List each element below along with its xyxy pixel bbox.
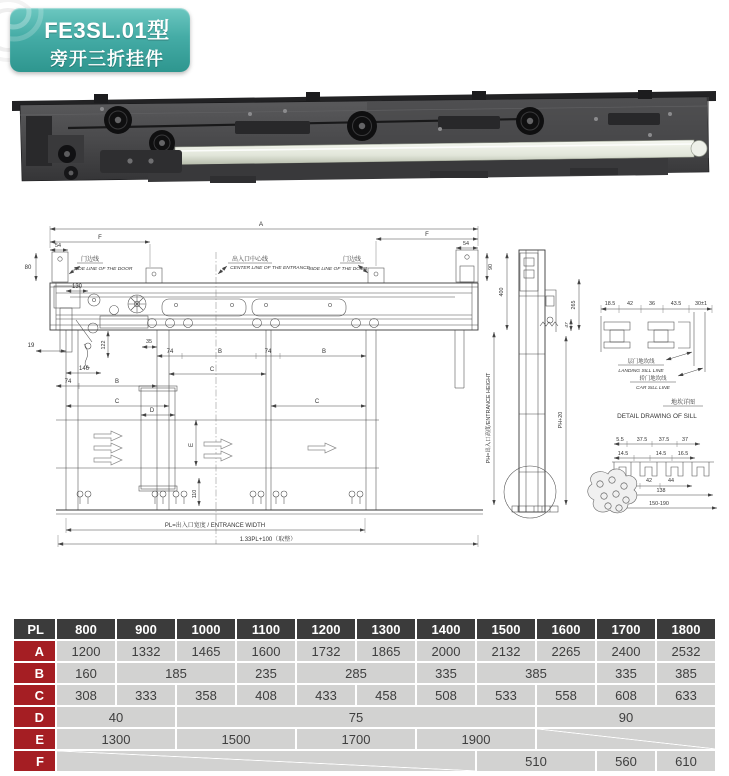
row-label: F: [14, 751, 55, 771]
dim-label-74-3: 74: [64, 379, 72, 385]
dim-label-19: 19: [27, 343, 35, 349]
overall-width-label: 1.33PL+100（取整）: [239, 537, 297, 543]
dim-label-30: 30±1: [695, 301, 707, 307]
landing-sill-line-en: LANDING SILL LINE: [618, 369, 664, 374]
value-cell: 458: [357, 685, 415, 705]
mounting-plate-blob: [588, 469, 637, 513]
dim-label-16-5: 16.5: [677, 451, 689, 457]
value-cell: 2400: [597, 641, 655, 661]
door-side-line-right-cn: 门边线: [342, 257, 362, 263]
dim-label-146: 146: [78, 366, 90, 372]
technical-drawing: [0, 205, 729, 573]
value-cell: 160: [57, 663, 115, 683]
col-header: 900: [117, 619, 175, 639]
col-header: 1400: [417, 619, 475, 639]
model-number: FE3SL.01型: [44, 18, 170, 43]
col-header-pl: PL: [14, 619, 55, 639]
car-sill-line-en: CAR SILL LINE: [636, 386, 670, 391]
dim-label-36: 36: [649, 301, 655, 307]
value-cell: 510: [477, 751, 595, 771]
sill-profile-detail: [588, 437, 717, 513]
value-cell: 1600: [237, 641, 295, 661]
dim-label-d: D: [149, 408, 155, 414]
dim-label-18-5: 18.5: [604, 301, 616, 307]
dim-label-14-5a: 14.5: [617, 451, 629, 457]
value-cell: 2000: [417, 641, 475, 661]
na-cell: [57, 751, 475, 771]
row-label: A: [14, 641, 55, 661]
dim-label-f-right: F: [425, 232, 429, 238]
value-cell: 90: [537, 707, 715, 727]
center-line-en: CENTER LINE OF THE ENTRANCE: [230, 266, 310, 271]
value-cell: 1500: [177, 729, 295, 749]
dim-label-5-5: 5.5: [616, 437, 624, 443]
motor-sheave: [128, 295, 146, 313]
dim-label-74-1: 74: [166, 349, 174, 355]
sill-detail-title-cn: 地坎详图: [670, 400, 696, 406]
value-cell: 1200: [57, 641, 115, 661]
door-side-line-left-en: SIDE LINE OF THE DOOR: [73, 267, 133, 272]
door-panels: [56, 330, 483, 514]
dim-label-130: 130: [71, 284, 83, 290]
door-side-line-left-cn: 门边线: [80, 257, 100, 263]
value-cell: 610: [657, 751, 715, 771]
dim-label-400: 400: [499, 287, 505, 297]
col-header: 1300: [357, 619, 415, 639]
side-view: [484, 250, 579, 518]
value-cell: 408: [237, 685, 295, 705]
dim-label-c-right: C: [314, 399, 320, 405]
sill-section: [601, 301, 712, 420]
value-cell: 1332: [117, 641, 175, 661]
col-header: 1000: [177, 619, 235, 639]
value-cell: 75: [177, 707, 535, 727]
value-cell: 335: [417, 663, 475, 683]
dim-label-265: 265: [571, 300, 577, 310]
value-cell: 308: [57, 685, 115, 705]
landing-sill-line-cn: 层门地坎线: [627, 359, 655, 365]
dim-label-c-left: C: [114, 399, 120, 405]
col-header: 1500: [477, 619, 535, 639]
dim-label-a: A: [258, 221, 264, 228]
row-label: B: [14, 663, 55, 683]
value-cell: 608: [597, 685, 655, 705]
value-cell: 2132: [477, 641, 535, 661]
dim-label-80: 80: [24, 265, 32, 271]
car-sill-line-cn: 轿门地坎线: [639, 376, 667, 382]
col-header: 800: [57, 619, 115, 639]
row-label: D: [14, 707, 55, 727]
sill-detail-title-en: DETAIL DRAWING OF SILL: [617, 413, 697, 420]
travel-direction-arrows: [94, 431, 336, 465]
center-line-cn: 出入口中心线: [231, 257, 269, 263]
value-cell: 560: [597, 751, 655, 771]
value-cell: 533: [477, 685, 535, 705]
dim-label-122: 122: [101, 340, 107, 350]
dim-label-47: 47: [565, 322, 570, 328]
value-cell: 358: [177, 685, 235, 705]
dim-label-90: 90: [488, 264, 494, 270]
col-header: 1100: [237, 619, 295, 639]
value-cell: 1465: [177, 641, 235, 661]
col-header: 1800: [657, 619, 715, 639]
dim-label-f-left: F: [98, 235, 102, 241]
value-cell: 1865: [357, 641, 415, 661]
dim-label-42b: 42: [646, 478, 652, 484]
value-cell: 1732: [297, 641, 355, 661]
dim-label-44: 44: [668, 478, 674, 484]
door-rollers: [148, 319, 379, 328]
dim-label-54-left: 54: [55, 243, 61, 249]
spec-table: [14, 619, 715, 771]
dim-label-54-right: 54: [463, 241, 469, 247]
value-cell: 508: [417, 685, 475, 705]
dim-label-43-5: 43.5: [670, 301, 682, 307]
value-cell: 1700: [297, 729, 415, 749]
dim-label-c-top: C: [209, 367, 215, 373]
dim-label-37-5b: 37.5: [658, 437, 670, 443]
value-cell: 433: [297, 685, 355, 705]
dim-label-42: 42: [627, 301, 633, 307]
dim-label-35: 35: [146, 339, 152, 345]
value-cell: 333: [117, 685, 175, 705]
value-cell: 285: [297, 663, 415, 683]
value-cell: 185: [117, 663, 235, 683]
value-cell: 558: [537, 685, 595, 705]
col-header: 1600: [537, 619, 595, 639]
row-label: E: [14, 729, 55, 749]
entrance-width-label: PL=出入口宽度 / ENTRANCE WIDTH: [164, 523, 266, 529]
dim-label-ph20: PH+20: [558, 411, 564, 429]
col-header: 1700: [597, 619, 655, 639]
value-cell: 2532: [657, 641, 715, 661]
value-cell: 1900: [417, 729, 535, 749]
value-cell: 633: [657, 685, 715, 705]
na-cell: [537, 729, 715, 749]
dim-label-b-3: B: [114, 379, 120, 385]
dim-label-150-190: 150-190: [649, 501, 669, 507]
dim-label-b-2: B: [321, 349, 327, 355]
value-cell: 2265: [537, 641, 595, 661]
front-view: [25, 221, 494, 547]
value-cell: 1300: [57, 729, 175, 749]
value-cell: 385: [477, 663, 595, 683]
col-header: 1200: [297, 619, 355, 639]
door-guide-shoes: [77, 491, 363, 504]
dim-label-14-5b: 14.5: [655, 451, 667, 457]
dim-label-37-5a: 37.5: [636, 437, 648, 443]
dim-label-e: E: [189, 442, 195, 448]
dim-label-74-2: 74: [264, 349, 272, 355]
dim-label-138: 138: [656, 488, 666, 494]
entrance-height-label: PH=出入口高度/ENTRANCE HEIGHT: [486, 372, 492, 464]
sill-detail-callout-circle: [504, 466, 556, 518]
row-label: C: [14, 685, 55, 705]
dim-label-110: 110: [192, 489, 198, 499]
value-cell: 335: [597, 663, 655, 683]
value-cell: 40: [57, 707, 175, 727]
product-name: 旁开三折挂件: [50, 49, 164, 69]
model-badge: [10, 8, 190, 72]
value-cell: 385: [657, 663, 715, 683]
dim-label-b-1: B: [217, 349, 223, 355]
dim-label-37: 37: [682, 437, 688, 443]
product-photo: [10, 88, 720, 195]
door-side-line-right-en: SIDE LINE OF THE DOOR: [308, 267, 368, 272]
value-cell: 235: [237, 663, 295, 683]
